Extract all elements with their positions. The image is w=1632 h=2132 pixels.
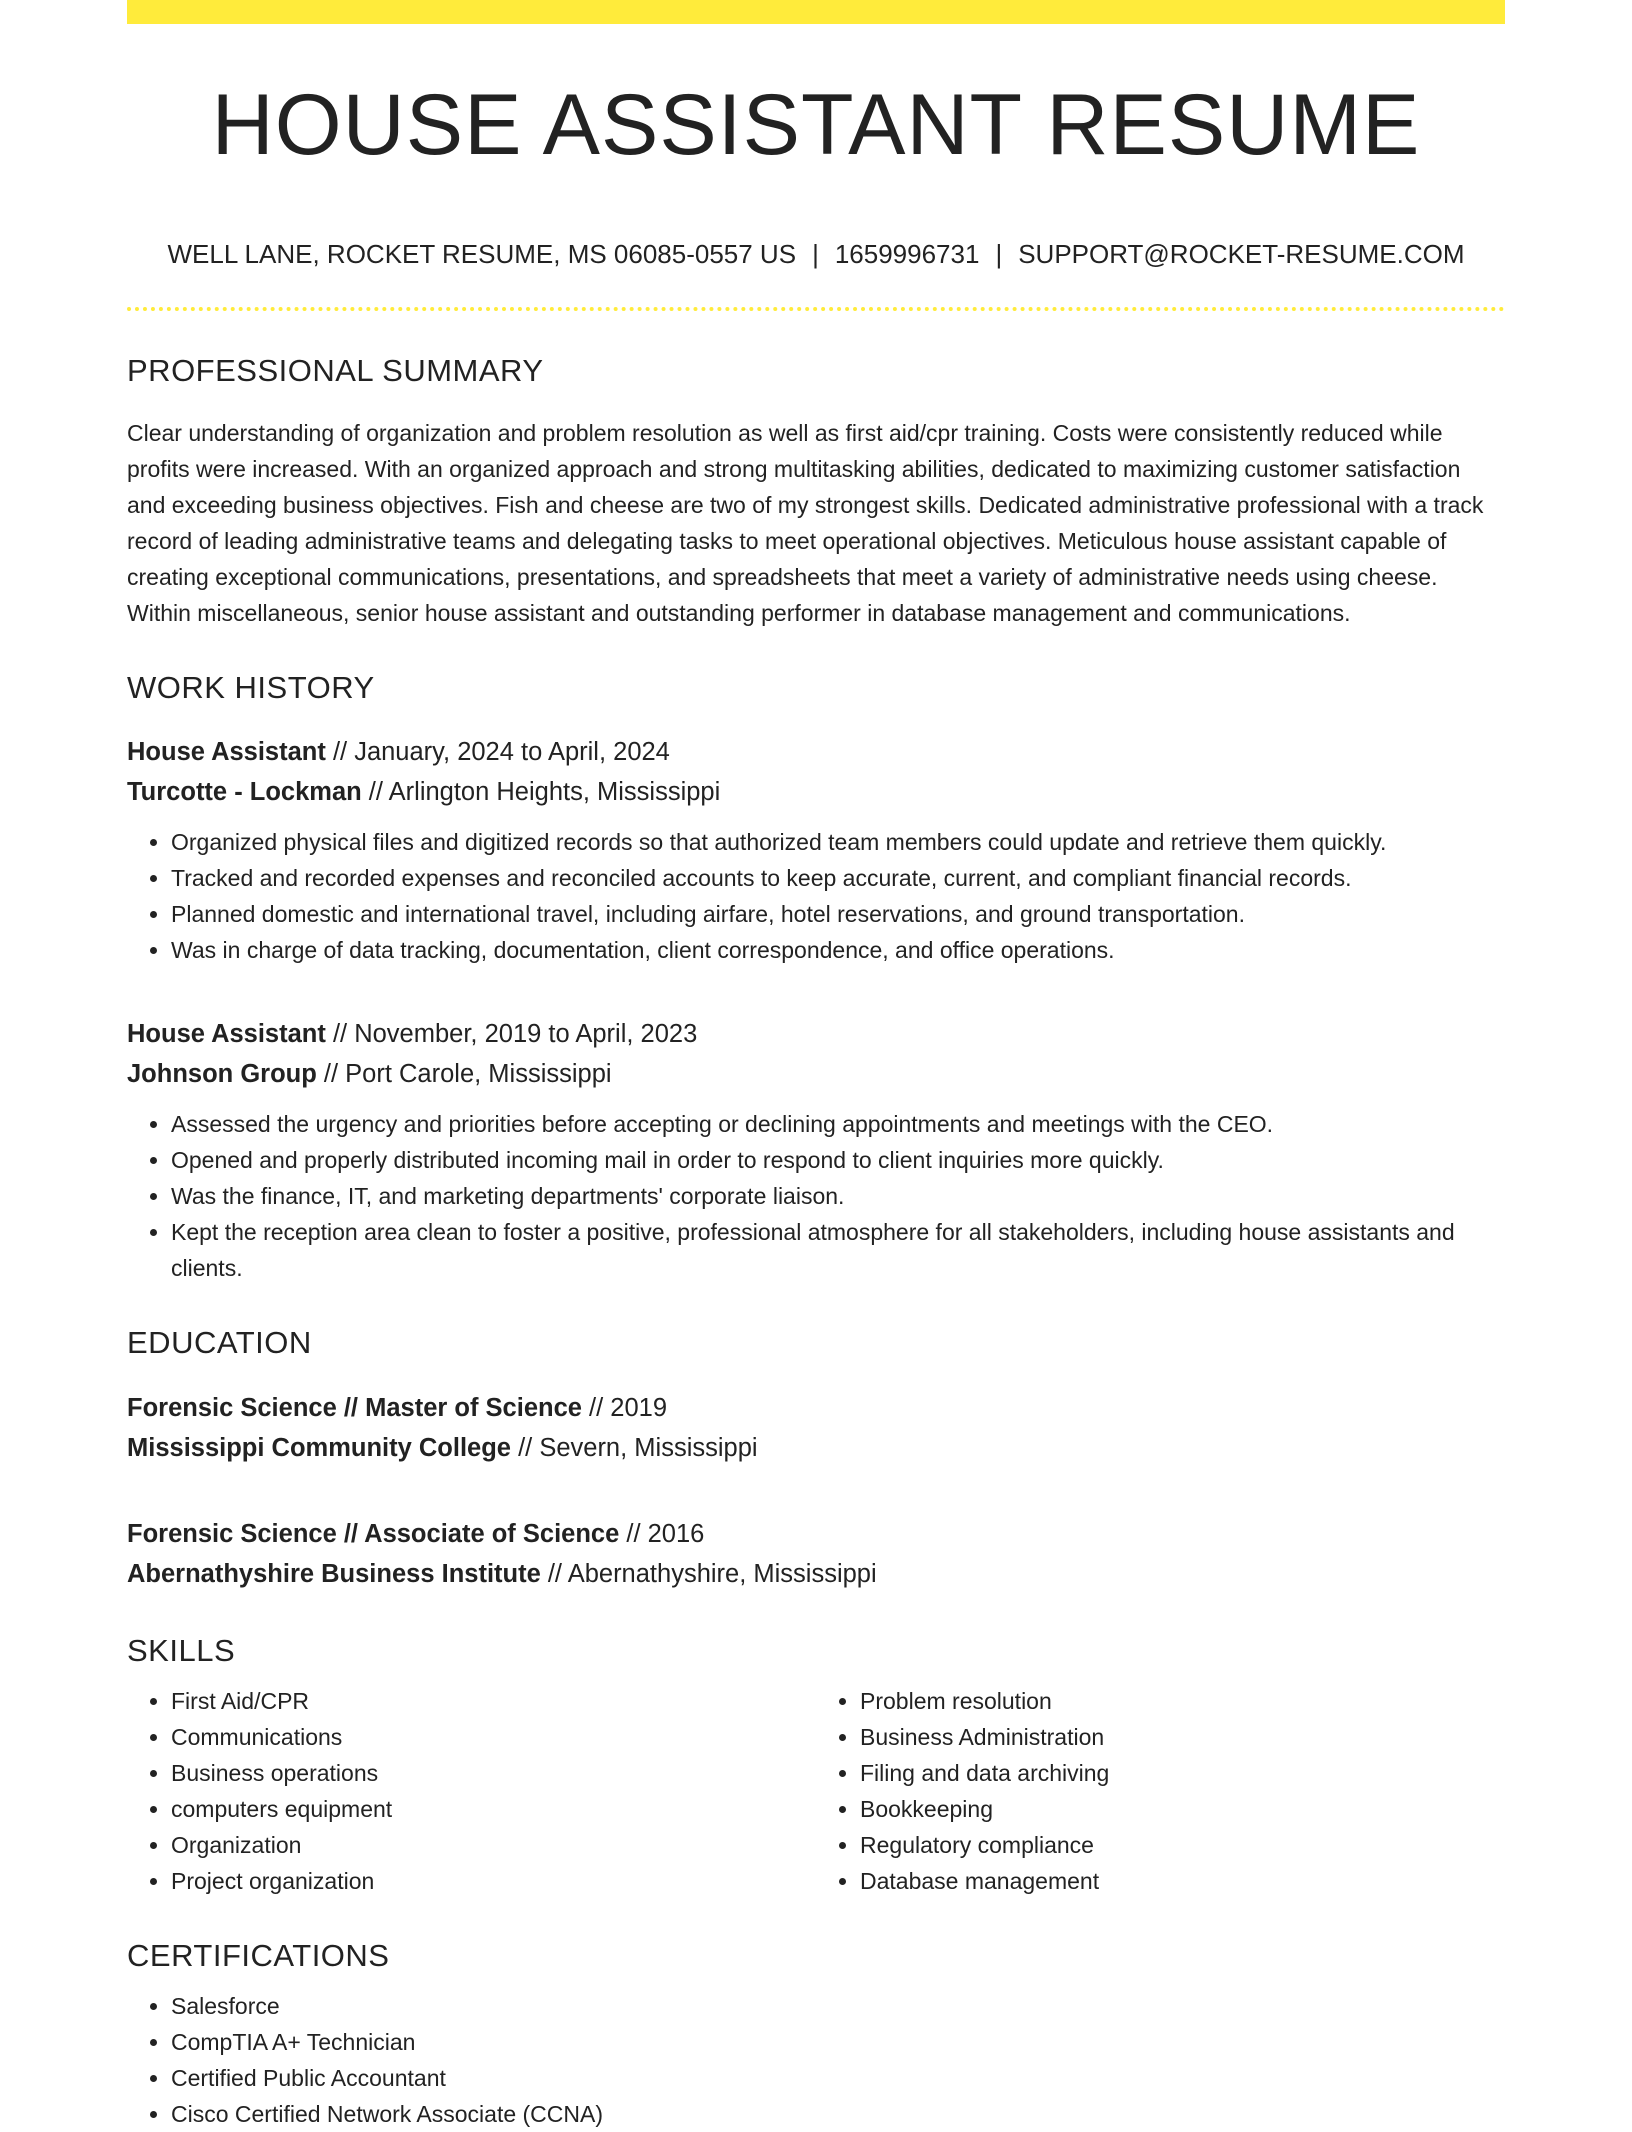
- degree-line: [127, 1514, 1505, 1554]
- school-line: [127, 1428, 1505, 1468]
- degree-year: // 2019: [581, 1393, 668, 1422]
- skill-item: • First Aid/CPR: [171, 1683, 816, 1719]
- job-entry: [127, 732, 1505, 968]
- school-line: [127, 1554, 1505, 1594]
- job-title-line: [127, 1014, 1505, 1054]
- skill-item: • Filing and data archiving: [860, 1755, 1505, 1791]
- skill-item: • Bookkeeping: [860, 1791, 1505, 1827]
- job-company-line: [127, 1054, 1505, 1094]
- job-title-line: [127, 732, 1505, 772]
- skills-right-column: [816, 1683, 1505, 1899]
- contact-line: [127, 238, 1505, 272]
- skills-columns: [127, 1683, 1505, 1899]
- job-bullets: [127, 1106, 1505, 1286]
- job-bullet: • Planned domestic and international travel, including airfare, hotel reservations, and ground transportation.: [171, 896, 1505, 932]
- job-company-line: [127, 772, 1505, 812]
- job-bullet: • Assessed the urgency and priorities before accepting or declining appointments and meetings with the CEO.: [171, 1106, 1505, 1142]
- contact-phone: 1659996731: [834, 239, 980, 269]
- skill-item: • Project organization: [171, 1863, 816, 1899]
- school-location: // Abernathyshire, Mississippi: [540, 1559, 877, 1588]
- work-history-section: [127, 669, 1505, 1286]
- job-dates: // November, 2019 to April, 2023: [325, 1020, 698, 1049]
- dotted-divider: [127, 307, 1505, 311]
- degree-line: [127, 1388, 1505, 1428]
- school: Mississippi Community College: [127, 1433, 511, 1462]
- work-history-heading: WORK HISTORY: [127, 670, 375, 706]
- skill-item: • Business operations: [171, 1755, 816, 1791]
- contact-email: SUPPORT@ROCKET-RESUME.COM: [1018, 239, 1465, 269]
- job-bullet: • Tracked and recorded expenses and reconciled accounts to keep accurate, current, and compliant financial records.: [171, 860, 1505, 896]
- school-location: // Severn, Mississippi: [510, 1433, 758, 1462]
- skill-item: • Business Administration: [860, 1719, 1505, 1755]
- resume-content: [127, 352, 1505, 2132]
- job-bullet: • Was the finance, IT, and marketing departments' corporate liaison.: [171, 1178, 1505, 1214]
- contact-separator: |: [812, 239, 819, 269]
- job-bullet: • Organized physical files and digitized records so that authorized team members could update and retrieve them quickly.: [171, 824, 1505, 860]
- skill-item: • Organization: [171, 1827, 816, 1863]
- job-location: // Port Carole, Mississippi: [316, 1060, 612, 1089]
- certification-item: • Salesforce: [171, 1988, 1505, 2024]
- skill-item: • Regulatory compliance: [860, 1827, 1505, 1863]
- skills-heading: SKILLS: [127, 1632, 236, 1668]
- skill-item: • Problem resolution: [860, 1683, 1505, 1719]
- summary-text: Clear understanding of organization and problem resolution as well as first aid/cpr training. Costs were consistently reduced while profits were increased. With an organized approach and strong multitasking abilities, dedicated to maximizing customer satisfaction and exceeding business objectives. Fish and cheese are two of my strongest skills. Dedicated administrative professional with a track record of leading administrative teams and delegating tasks to meet operational objectives. Meticulous house assistant capable of creating exceptional communications, presentations, and spreadsheets that meet a variety of administrative needs using cheese. Within miscellaneous, senior house assistant and outstanding performer in database management and communications.: [127, 420, 1484, 627]
- skill-item: • computers equipment: [171, 1791, 816, 1827]
- skills-left-column: [127, 1683, 816, 1899]
- page-title: HOUSE ASSISTANT RESUME: [211, 77, 1421, 173]
- summary-heading: PROFESSIONAL SUMMARY: [127, 353, 544, 388]
- education-entry: [127, 1388, 1505, 1468]
- job-entry: [127, 1014, 1505, 1286]
- skills-section: [127, 1632, 1505, 1899]
- job-location: // Arlington Heights, Mississippi: [361, 778, 721, 807]
- education-entry: [127, 1514, 1505, 1594]
- education-heading: EDUCATION: [127, 1325, 312, 1361]
- certifications-section: [127, 1937, 1505, 2132]
- skill-item: • Database management: [860, 1863, 1505, 1899]
- contact-address: WELL LANE, ROCKET RESUME, MS 06085-0557 US: [167, 239, 797, 269]
- job-dates: // January, 2024 to April, 2024: [325, 738, 670, 767]
- certification-item: • Certified Public Accountant: [171, 2060, 1505, 2096]
- degree-year: // 2016: [619, 1519, 705, 1548]
- certifications-list: [127, 1988, 1505, 2132]
- contact-separator: |: [995, 239, 1003, 269]
- job-title: House Assistant: [127, 738, 326, 767]
- skill-item: • Communications: [171, 1719, 816, 1755]
- job-bullet: • Kept the reception area clean to foster a positive, professional atmosphere for all stakeholders, including house assistants and clients.: [171, 1214, 1505, 1286]
- degree: Forensic Science // Associate of Science: [127, 1519, 620, 1548]
- job-bullets: [127, 824, 1505, 968]
- school: Abernathyshire Business Institute: [127, 1559, 541, 1588]
- job-bullet: • Was in charge of data tracking, documentation, client correspondence, and office operations.: [171, 932, 1505, 968]
- certifications-heading: CERTIFICATIONS: [127, 1937, 390, 1973]
- job-bullet: • Opened and properly distributed incoming mail in order to respond to client inquiries more quickly.: [171, 1142, 1505, 1178]
- certification-item: • Cisco Certified Network Associate (CCNA): [171, 2096, 1505, 2132]
- education-section: [127, 1324, 1505, 1593]
- top-accent-bar: [127, 0, 1505, 24]
- job-company: Johnson Group: [127, 1060, 317, 1089]
- summary-section: [127, 352, 1505, 631]
- job-company: Turcotte - Lockman: [127, 778, 362, 807]
- job-title: House Assistant: [127, 1020, 326, 1049]
- degree: Forensic Science // Master of Science: [127, 1393, 582, 1422]
- certification-item: • CompTIA A+ Technician: [171, 2024, 1505, 2060]
